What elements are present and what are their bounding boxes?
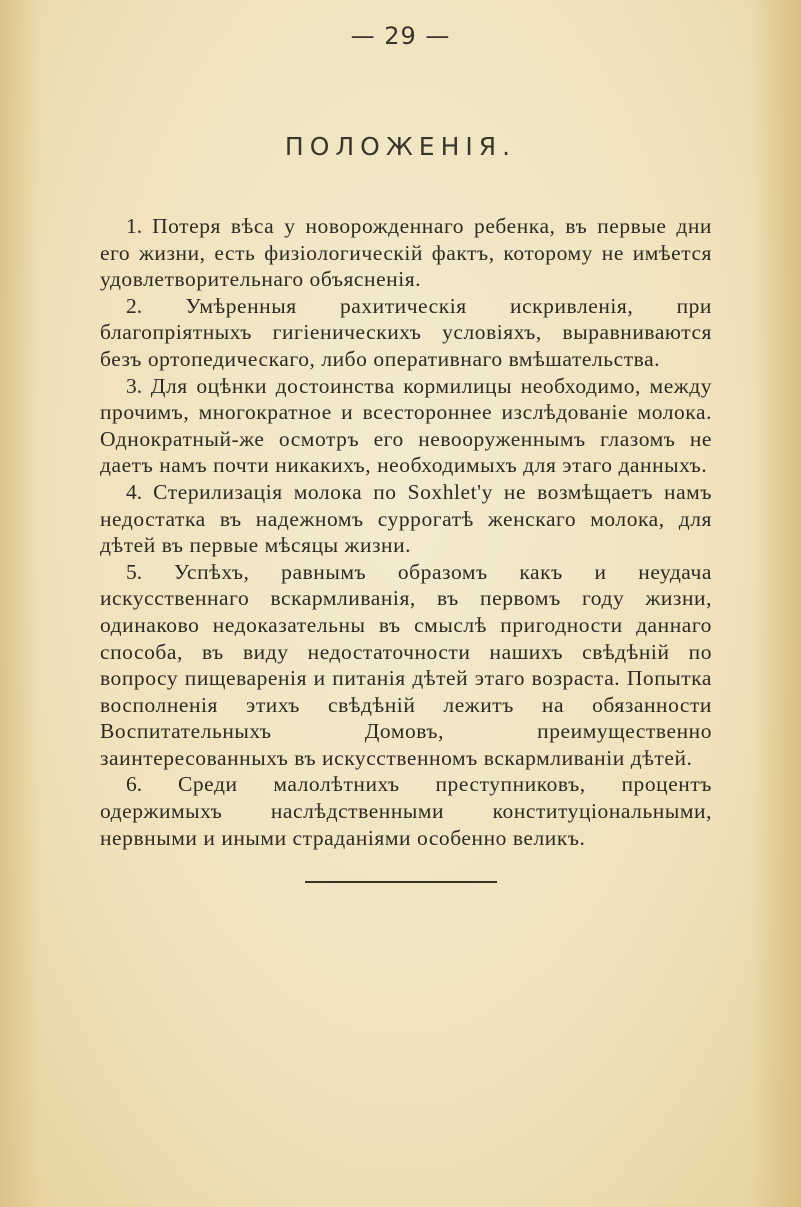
theses-list [100, 213, 712, 851]
thesis-5 [100, 559, 712, 772]
thesis-3 [100, 373, 712, 479]
page-edge-shadow-right [751, 0, 801, 1207]
thesis-text: Для оцѣнки достоинства кормилицы необходимо, между прочимъ, многократное и всестороннее изслѣдованіе молока. Однократный-же осмотръ его невооруженнымъ глазомъ не даетъ намъ почти никакихъ, необходимыхъ для этаго данныхъ. [100, 373, 712, 478]
closing-divider [305, 881, 497, 883]
thesis-number: 5. [126, 559, 143, 584]
page-number: — 29 — [350, 22, 451, 50]
thesis-number: 4. [126, 479, 143, 504]
page-heading: ПОЛОЖЕНІЯ. [284, 132, 517, 161]
thesis-text: Потеря вѣса у новорожденнаго ребенка, въ первые дни его жизни, есть физіологическій фактъ, которому не имѣется удовлетворительнаго объясненія. [100, 214, 712, 292]
thesis-text: Стерилизація молока по Soxhlet'у не возмѣщаетъ намъ недостатка въ надежномъ суррогатѣ женскаго молока, для дѣтей въ первые мѣсяцы жизни. [100, 479, 712, 558]
thesis-number: 1. [126, 214, 143, 238]
thesis-number: 2. [126, 293, 143, 318]
thesis-1 [100, 213, 712, 293]
thesis-number: 6. [126, 772, 143, 797]
thesis-6 [100, 771, 712, 851]
page-edge-shadow-left [0, 0, 40, 1207]
thesis-text: Среди малолѣтнихъ преступниковъ, процентъ одержимыхъ наслѣдственными конституціональными, нервными и иными страданіями особенно великъ. [100, 772, 712, 850]
thesis-2 [100, 293, 712, 373]
thesis-text: Успѣхъ, равнымъ образомъ какъ и неудача искусственнаго вскармливанія, въ первомъ году жизни, одинаково недоказательны въ смыслѣ пригодности даннаго способа, въ виду недостаточности нашихъ свѣдѣній по вопросу пищеваренія и питанія дѣтей этаго возраста. Попытка восполненія этихъ свѣдѣній лежитъ на обязанности Воспитательныхъ Домовъ, преимущественно заинтересованныхъ въ искусственномъ вскармливаніи дѣтей. [100, 559, 712, 770]
thesis-number: 3. [126, 373, 143, 398]
thesis-text: Умѣренныя рахитическія искривленія, при благопріятныхъ гигіеническихъ условіяхъ, выравниваются безъ ортопедическаго, либо оперативнаго вмѣшательства. [100, 293, 712, 371]
thesis-4 [100, 479, 712, 559]
